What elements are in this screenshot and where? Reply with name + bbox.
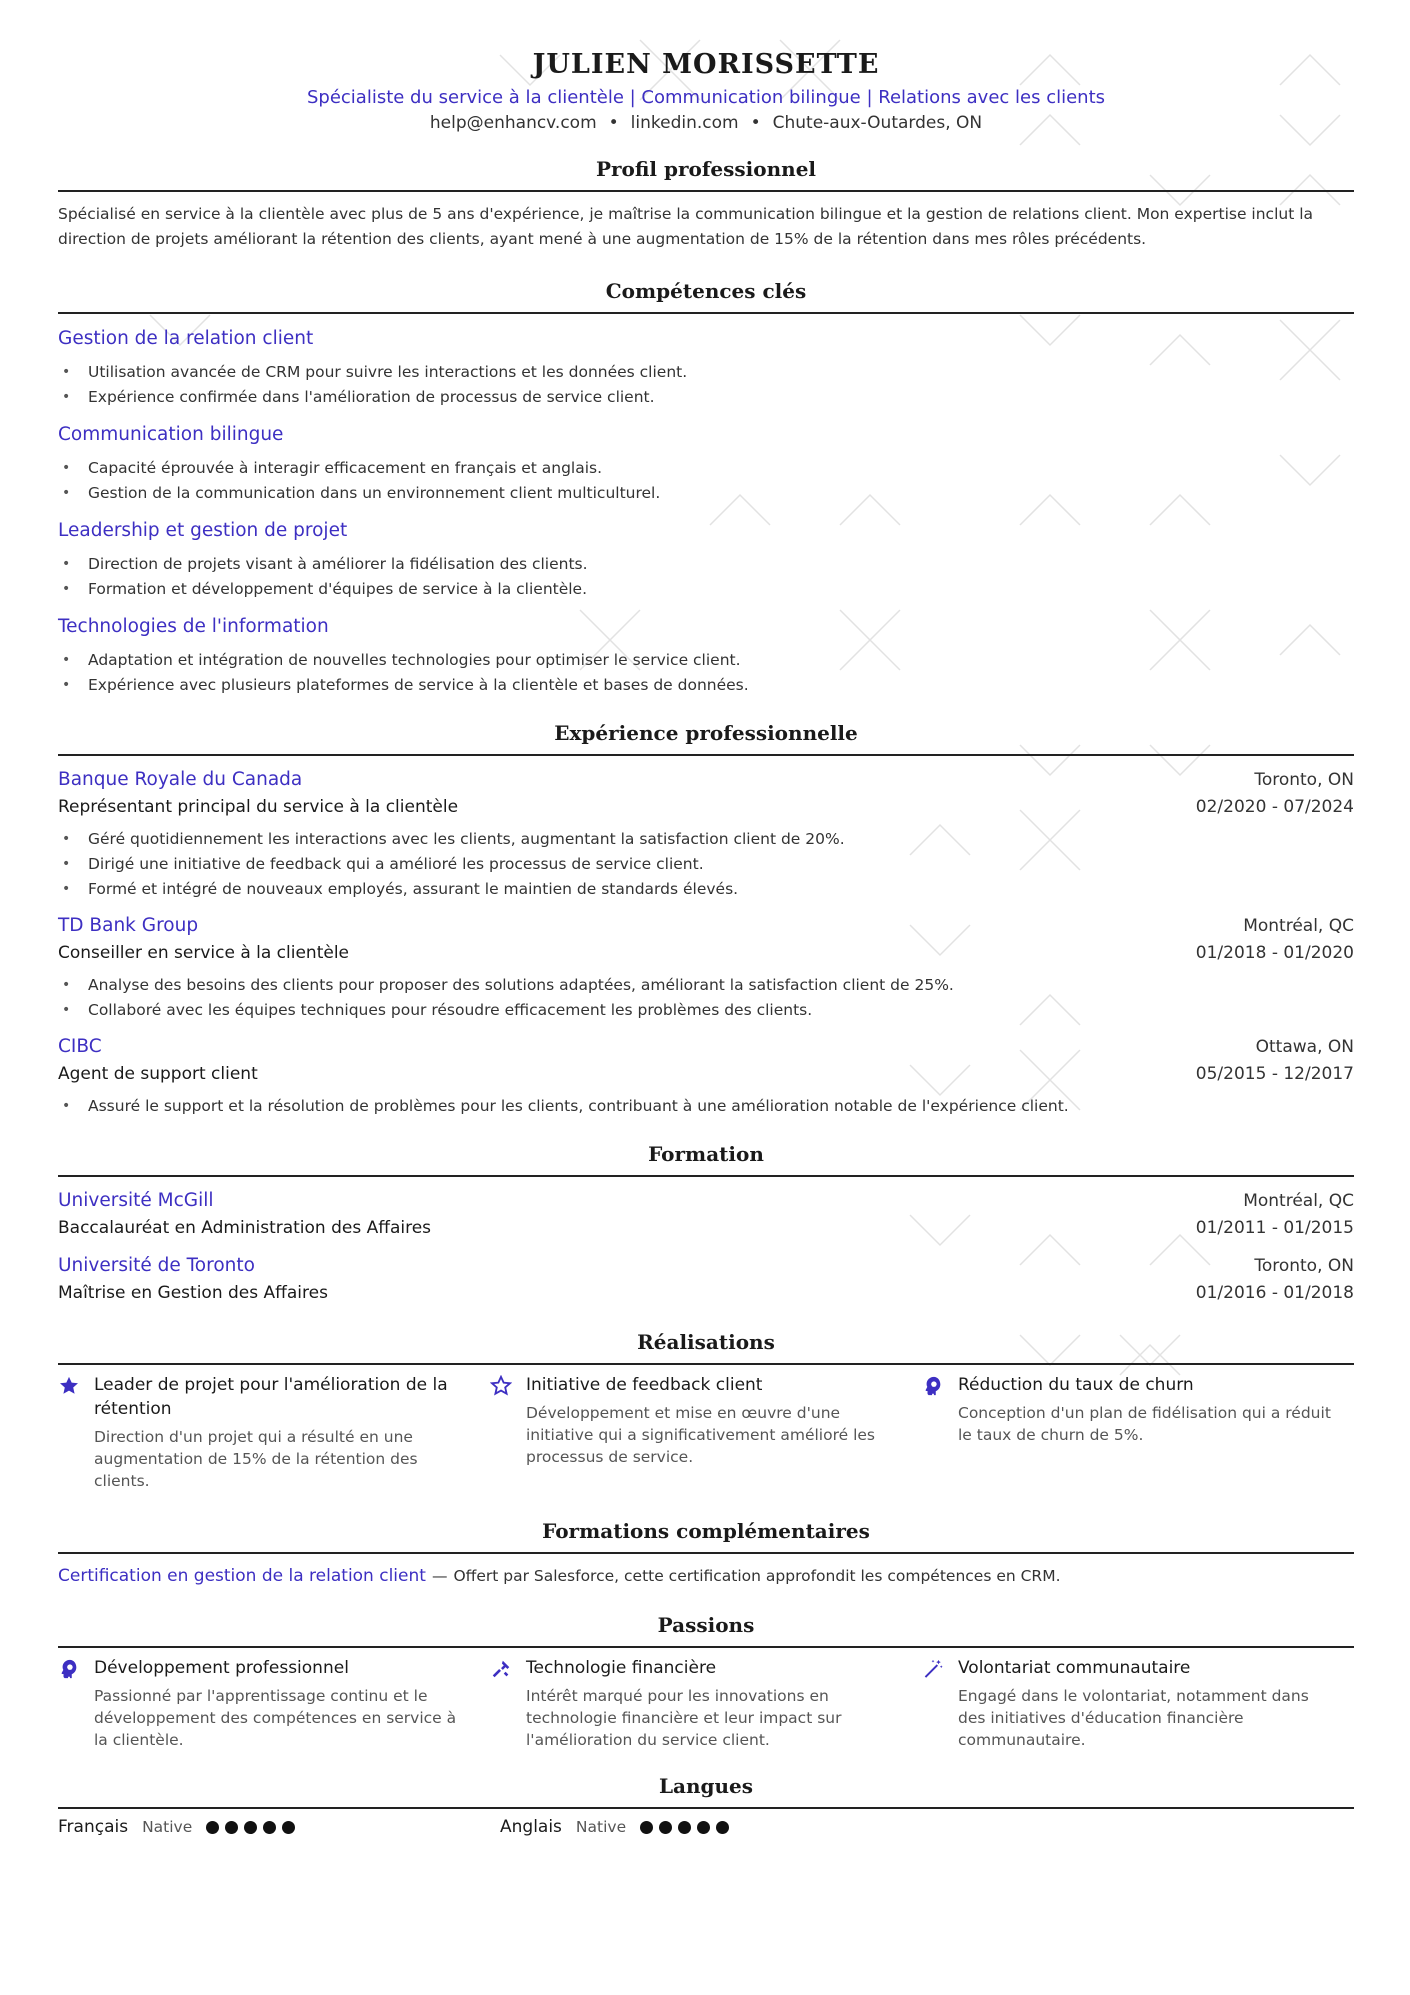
achievement-text — [958, 1373, 1334, 1492]
profile-summary: Spécialisé en service à la clientèle avec plus de 5 ans d'expérience, je maîtrise la communication bilingue et la gestion de relations client. Mon expertise inclut la direction de projets améliorant la rétention des clients, ayant mené à une augmentation de 15% de la rétention dans mes rôles précédents. — [58, 205, 1314, 248]
bullet-item: • Collaboré avec les équipes techniques pour résoudre efficacement les problèmes des clients. — [58, 998, 1354, 1023]
bullet-item: • Géré quotidiennement les interactions avec les clients, augmentant la satisfaction client de 20%. — [58, 827, 1354, 852]
separator-dot: • — [750, 113, 761, 133]
entry-role-row — [58, 1215, 1354, 1242]
education-entry — [58, 1252, 1354, 1307]
degree-name: Maîtrise en Gestion des Affaires — [58, 1283, 328, 1303]
education-entry — [58, 1187, 1354, 1242]
proficiency-dots — [640, 1821, 735, 1834]
bullet-item: • Utilisation avancée de CRM pour suivre les interactions et les données client. — [58, 360, 1354, 385]
bullet-item: • Expérience confirmée dans l'amélioration de processus de service client. — [58, 385, 1354, 410]
passion — [490, 1656, 922, 1751]
section-title: Profil professionnel — [58, 156, 1354, 192]
job-dates: 01/2018 - 01/2020 — [1195, 943, 1354, 963]
proficiency-dot — [716, 1821, 729, 1834]
bullet-item: • Gestion de la communication dans un environnement client multiculturel. — [58, 481, 1354, 506]
education-dates: 01/2016 - 01/2018 — [1195, 1283, 1354, 1303]
achievement-text — [94, 1373, 470, 1492]
head-brain-icon — [922, 1373, 958, 1492]
bullet-item: • Formé et intégré de nouveaux employés, assurant le maintien de standards élevés. — [58, 877, 1354, 902]
profile-section — [58, 156, 1354, 252]
section-title: Compétences clés — [58, 278, 1354, 314]
proficiency-dot — [225, 1821, 238, 1834]
candidate-name: JULIEN MORISSETTE — [532, 49, 880, 80]
bullet-item: • Adaptation et intégration de nouvelles technologies pour optimiser le service client. — [58, 648, 1354, 673]
passion-title: Technologie financière — [526, 1658, 717, 1678]
passion — [922, 1656, 1354, 1751]
bullet-list — [58, 456, 1354, 506]
achievement-title: Leader de projet pour l'amélioration de la rétention — [94, 1375, 448, 1419]
passion-text — [958, 1656, 1334, 1751]
separator-dot: • — [608, 113, 619, 133]
training-dash: — — [431, 1567, 448, 1585]
job-location: Toronto, ON — [1254, 770, 1354, 790]
bullet-item: • Dirigé une initiative de feedback qui a amélioré les processus de service client. — [58, 852, 1354, 877]
proficiency-dot — [640, 1821, 653, 1834]
achievement — [922, 1373, 1354, 1492]
bullet-list — [58, 648, 1354, 698]
entry-header-row — [58, 1187, 1354, 1215]
magic-wand-icon — [922, 1656, 958, 1751]
entry-header-row — [58, 1252, 1354, 1280]
achievement-desc: Direction d'un projet qui a résulté en une augmentation de 15% de la rétention des clients. — [94, 1428, 418, 1490]
degree-name: Baccalauréat en Administration des Affaires — [58, 1218, 432, 1238]
bullet-item: • Expérience avec plusieurs plateformes de service à la clientèle et bases de données. — [58, 673, 1354, 698]
experience-entry — [58, 1033, 1354, 1119]
section-title: Expérience professionnelle — [58, 720, 1354, 756]
job-location: Montréal, QC — [1243, 916, 1354, 936]
skill-title: Gestion de la relation client — [58, 328, 314, 349]
bullet-item: • Analyse des besoins des clients pour proposer des solutions adaptées, améliorant la satisfaction client de 25%. — [58, 973, 1354, 998]
skill-group — [58, 518, 1354, 602]
contact-location: Chute-aux-Outardes, ON — [772, 113, 983, 133]
proficiency-dot — [206, 1821, 219, 1834]
section-title: Passions — [58, 1612, 1354, 1648]
job-location: Ottawa, ON — [1255, 1037, 1354, 1057]
skills-list — [58, 326, 1354, 698]
bullet-list — [58, 827, 1354, 902]
achievements-grid — [58, 1373, 1354, 1492]
tools-icon — [490, 1656, 526, 1751]
education-dates: 01/2011 - 01/2015 — [1195, 1218, 1354, 1238]
proficiency-dot — [244, 1821, 257, 1834]
section-title: Formation — [58, 1141, 1354, 1177]
entry-role-row — [58, 940, 1354, 967]
school-location: Toronto, ON — [1254, 1256, 1354, 1276]
job-dates: 02/2020 - 07/2024 — [1195, 797, 1354, 817]
entry-header-row — [58, 1033, 1354, 1061]
passion-desc: Passionné par l'apprentissage continu et le développement des compétences en service à la clientèle. — [94, 1687, 457, 1749]
language-item — [500, 1817, 942, 1837]
training-desc: Offert par Salesforce, cette certification approfondit les compétences en CRM. — [453, 1567, 1061, 1585]
school-name: Université de Toronto — [58, 1255, 255, 1276]
experience-section — [58, 720, 1354, 1119]
languages-list — [58, 1817, 1354, 1837]
contact-linkedin[interactable]: linkedin.com — [630, 113, 739, 133]
passion-text — [526, 1656, 902, 1751]
skills-section — [58, 278, 1354, 698]
company-name: CIBC — [58, 1036, 102, 1057]
passion-title: Volontariat communautaire — [958, 1658, 1191, 1678]
language-name: Anglais — [500, 1817, 562, 1837]
proficiency-dot — [659, 1821, 672, 1834]
achievement-text — [526, 1373, 902, 1492]
job-title: Représentant principal du service à la clientèle — [58, 797, 459, 817]
education-section — [58, 1141, 1354, 1307]
entry-header-row — [58, 766, 1354, 794]
passion-text — [94, 1656, 470, 1751]
achievement-title: Initiative de feedback client — [526, 1375, 763, 1395]
achievements-section — [58, 1329, 1354, 1492]
company-name: Banque Royale du Canada — [58, 769, 303, 790]
head-brain-icon — [58, 1656, 94, 1751]
proficiency-dot — [678, 1821, 691, 1834]
resume-header — [58, 0, 1354, 134]
bullet-list — [58, 552, 1354, 602]
star-half-icon — [58, 1373, 94, 1492]
passion — [58, 1656, 490, 1751]
section-title: Langues — [58, 1773, 1354, 1809]
achievement — [490, 1373, 922, 1492]
training-name: Certification en gestion de la relation client — [58, 1566, 426, 1586]
bullet-item: • Capacité éprouvée à interagir efficacement en français et anglais. — [58, 456, 1354, 481]
bullet-list — [58, 1094, 1354, 1119]
proficiency-dot — [282, 1821, 295, 1834]
achievement — [58, 1373, 490, 1492]
entry-role-row — [58, 1280, 1354, 1307]
passions-grid — [58, 1656, 1354, 1751]
section-title: Réalisations — [58, 1329, 1354, 1365]
skill-title: Communication bilingue — [58, 424, 284, 445]
star-outline-icon — [490, 1373, 526, 1492]
skill-title: Leadership et gestion de projet — [58, 520, 348, 541]
training-section — [58, 1518, 1354, 1588]
school-location: Montréal, QC — [1243, 1191, 1354, 1211]
training-entry — [58, 1564, 1354, 1588]
experience-entry — [58, 766, 1354, 902]
passion-title: Développement professionnel — [94, 1658, 349, 1678]
passions-section — [58, 1612, 1354, 1751]
proficiency-dot — [263, 1821, 276, 1834]
entry-header-row — [58, 912, 1354, 940]
language-level: Native — [575, 1818, 627, 1836]
bullet-list — [58, 973, 1354, 1023]
language-name: Français — [58, 1817, 129, 1837]
skill-title: Technologies de l'information — [58, 616, 329, 637]
resume-page — [58, 0, 1354, 1837]
achievement-title: Réduction du taux de churn — [958, 1375, 1194, 1395]
school-name: Université McGill — [58, 1190, 214, 1211]
experience-entry — [58, 912, 1354, 1023]
job-title: Conseiller en service à la clientèle — [58, 943, 350, 963]
achievement-desc: Conception d'un plan de fidélisation qui a réduit le taux de churn de 5%. — [958, 1404, 1331, 1444]
achievement-desc: Développement et mise en œuvre d'une initiative qui a significativement amélioré les processus de service. — [526, 1404, 875, 1466]
bullet-item: • Formation et développement d'équipes de service à la clientèle. — [58, 577, 1354, 602]
contact-line — [58, 112, 1354, 134]
entry-role-row — [58, 794, 1354, 821]
entry-role-row — [58, 1061, 1354, 1088]
bullet-item: • Assuré le support et la résolution de problèmes pour les clients, contribuant à une amélioration notable de l'expérience client. — [58, 1094, 1354, 1119]
proficiency-dot — [697, 1821, 710, 1834]
passion-desc: Engagé dans le volontariat, notamment dans des initiatives d'éducation financière communautaire. — [958, 1687, 1309, 1749]
skill-group — [58, 614, 1354, 698]
job-title: Agent de support client — [58, 1064, 258, 1084]
education-list — [58, 1187, 1354, 1307]
language-item — [58, 1817, 500, 1837]
passion-desc: Intérêt marqué pour les innovations en technologie financière et leur impact sur l'amélioration du service client. — [526, 1687, 842, 1749]
language-level: Native — [142, 1818, 193, 1836]
section-title: Formations complémentaires — [58, 1518, 1354, 1554]
bullet-item: • Direction de projets visant à améliorer la fidélisation des clients. — [58, 552, 1354, 577]
languages-section — [58, 1773, 1354, 1837]
candidate-headline: Spécialiste du service à la clientèle | Communication bilingue | Relations avec les clients — [306, 87, 1106, 108]
proficiency-dots — [206, 1821, 301, 1834]
skill-group — [58, 326, 1354, 410]
skill-group — [58, 422, 1354, 506]
company-name: TD Bank Group — [58, 915, 199, 936]
bullet-list — [58, 360, 1354, 410]
contact-email[interactable]: help@enhancv.com — [429, 113, 597, 133]
job-dates: 05/2015 - 12/2017 — [1195, 1064, 1354, 1084]
experience-list — [58, 766, 1354, 1119]
